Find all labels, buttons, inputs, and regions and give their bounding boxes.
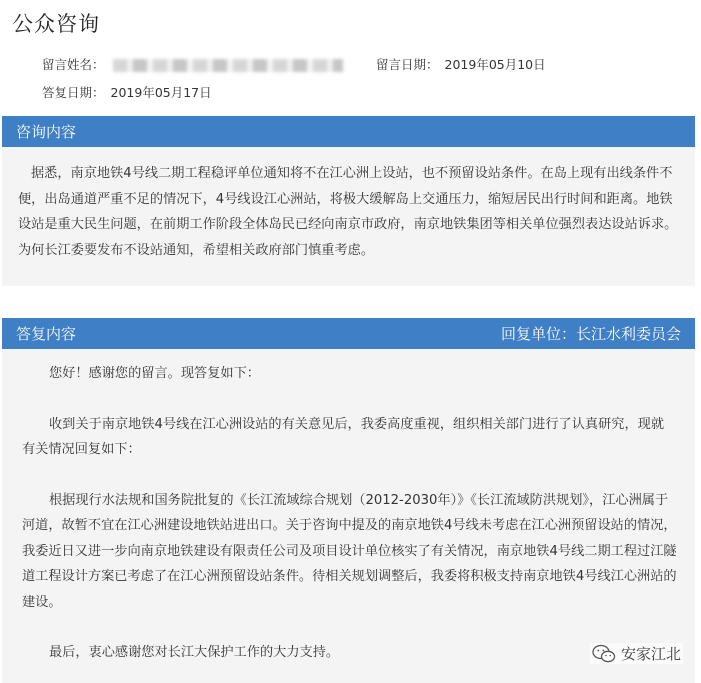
consult-section: [2, 116, 695, 286]
reply-paragraph: 收到关于南京地铁4号线在江心洲设站的有关意见后，我委高度重视，组织相关部门进行了认真研究，现就有关情况回复如下：: [22, 416, 665, 457]
reply-date-label: 答复日期：: [42, 85, 105, 100]
name-row: [42, 55, 343, 73]
wechat-icon: [592, 644, 616, 664]
date-label: 留言日期：: [376, 57, 439, 72]
consult-header: [2, 116, 695, 147]
date-value: 2019年05月10日: [444, 57, 546, 72]
reply-unit: 回复单位：长江水利委员会: [500, 325, 681, 343]
reply-body: [2, 349, 695, 666]
reply-section: [2, 318, 695, 683]
consult-header-title: 咨询内容: [16, 123, 77, 141]
consult-text: 据悉，南京地铁4号线二期工程稳评单位通知将不在江心洲上设站，也不预留设站条件。在岛上现有出线条件不便，出岛通道严重不足的情况下，4号线设江心洲站，将极大缓解岛上交通压力，缩短居民出行时间和距离。地铁设站是重大民生问题，在前期工作阶段全体岛民已经向南京市政府，南京地铁集团等相关单位强烈表达设站诉求。为何长江委要发布不设站通知，希望相关政府部门慎重考虑。: [18, 166, 678, 258]
consult-body: [2, 147, 695, 273]
reply-date-row: [42, 83, 212, 101]
reply-paragraph: 最后，衷心感谢您对长江大保护工作的大力支持。: [49, 645, 340, 660]
reply-date-value: 2019年05月17日: [110, 85, 212, 100]
redacted-name: [113, 59, 343, 72]
page-title: 公众咨询: [12, 12, 100, 36]
name-label: 留言姓名：: [42, 57, 105, 72]
date-row: [376, 55, 546, 73]
reply-header: [2, 318, 695, 349]
reply-paragraph: 您好！感谢您的留言。现答复如下：: [49, 366, 260, 381]
watermark: [590, 643, 683, 664]
watermark-text: 安家江北: [620, 645, 681, 663]
reply-header-title: 答复内容: [16, 325, 77, 343]
reply-paragraph: 根据现行水法规和国务院批复的《长江流域综合规划（2012-2030年）》《长江流域防洪规划》，江心洲属于河道，故暂不宜在江心洲建设地铁站进出口。关于咨询中提及的南京地铁4号线未考虑在江心洲预留设站的情况，我委近日又进一步向南京地铁建设有限责任公司及项目设计单位核实了有关情况，南京地铁4号线二期工程过江隧道工程设计方案已考虑了在江心洲预留设站条件。待相关规划调整后，我委将积极支持南京地铁4号线江心洲站的建设。: [22, 492, 677, 610]
